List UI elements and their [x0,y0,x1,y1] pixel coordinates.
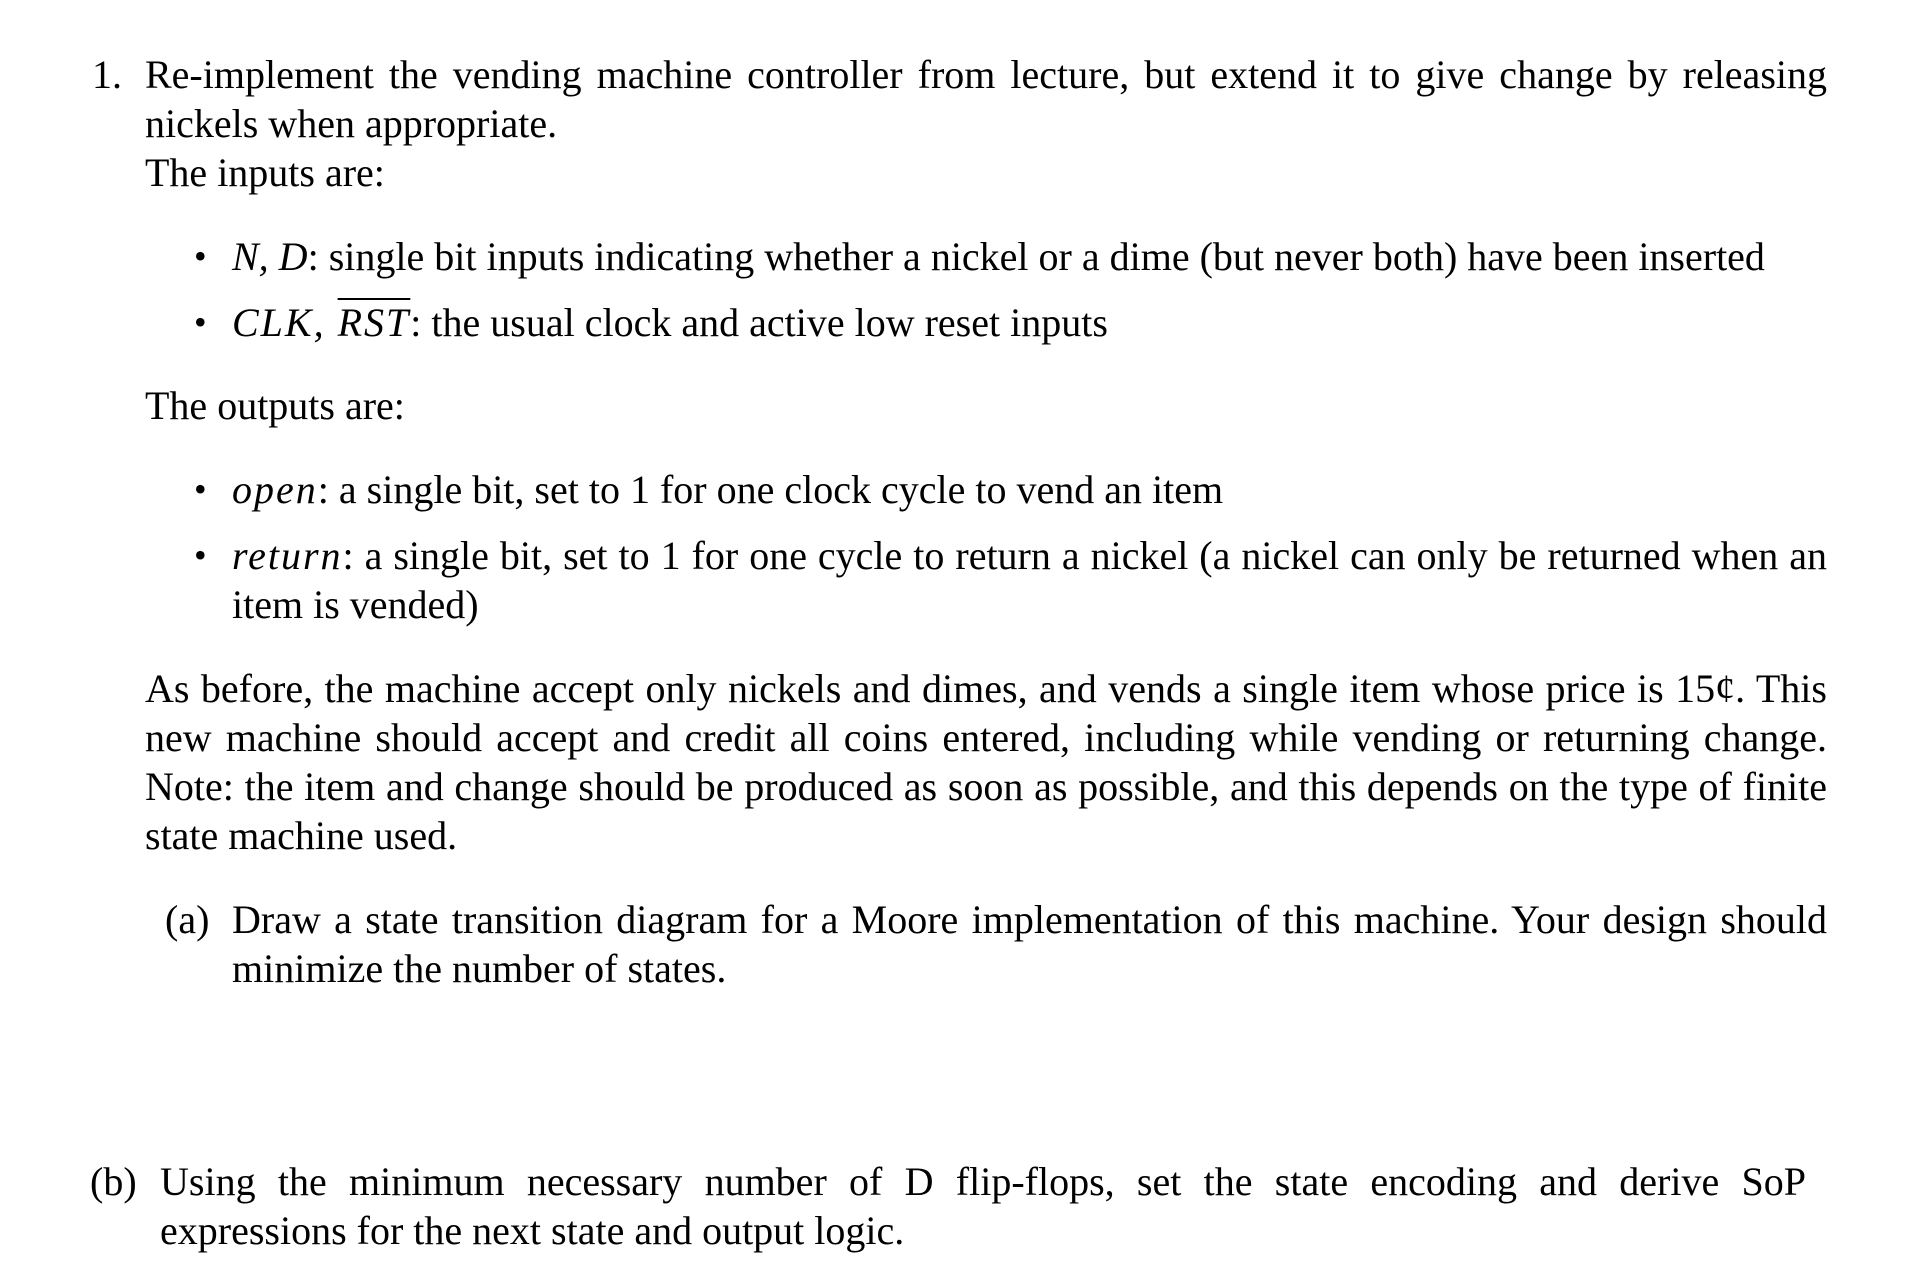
para-line-2: new machine should accept and credit all coins entered, including while vending or returning change. [145,715,1827,760]
intro-line-2: nickels when appropriate. [145,101,558,146]
bullet-icon: • [194,302,207,342]
problem-number: 1. [92,52,122,97]
part-a-line-1: Draw a state transition diagram for a Moore implementation of this machine. Your design should [232,897,1827,942]
output-symbol-open: open [232,467,318,512]
part-b-line-2: expressions for the next state and output logic. [160,1208,905,1253]
bullet-icon: • [194,535,207,575]
part-b-label: (b) [90,1159,137,1204]
para-line-3: Note: the item and change should be produced as soon as possible, and this depends on the type of finite [145,764,1827,809]
inputs-heading: The inputs are: [145,150,385,195]
input-symbol-clk: CLK, [232,300,338,345]
part-a-label: (a) [165,897,210,942]
output-symbol-return: return [232,533,343,578]
bullet-icon: • [194,236,207,276]
input-desc-nd: single bit inputs indicating whether a nickel or a dime (but never both) have been inserted [318,234,1765,279]
outputs-heading: The outputs are: [145,383,405,428]
input-symbol-rst: $\overline{RST}$ [337,300,411,345]
output-desc-return-line-2: item is vended) [232,582,479,627]
input-desc-clk-rst: the usual clock and active low reset inputs [421,300,1108,345]
para-line-1: As before, the machine accept only nickels and dimes, and vends a single item whose price is 15¢. This [145,666,1827,711]
bullet-icon: • [194,469,207,509]
intro-line-1: Re-implement the vending machine controller from lecture, but extend it to give change by releasing [145,52,1827,97]
part-a-line-2: minimize the number of states. [232,946,727,991]
para-line-4: state machine used. [145,813,458,858]
input-symbol-nd: N, D [232,234,308,279]
output-desc-return-line-1: a single bit, set to 1 for one cycle to return a nickel (a nickel can only be returned when an [353,533,1827,578]
output-desc-open: a single bit, set to 1 for one clock cycle to vend an item [328,467,1224,512]
part-b-line-1: Using the minimum necessary number of D flip-flops, set the state encoding and derive SoP [160,1159,1806,1204]
